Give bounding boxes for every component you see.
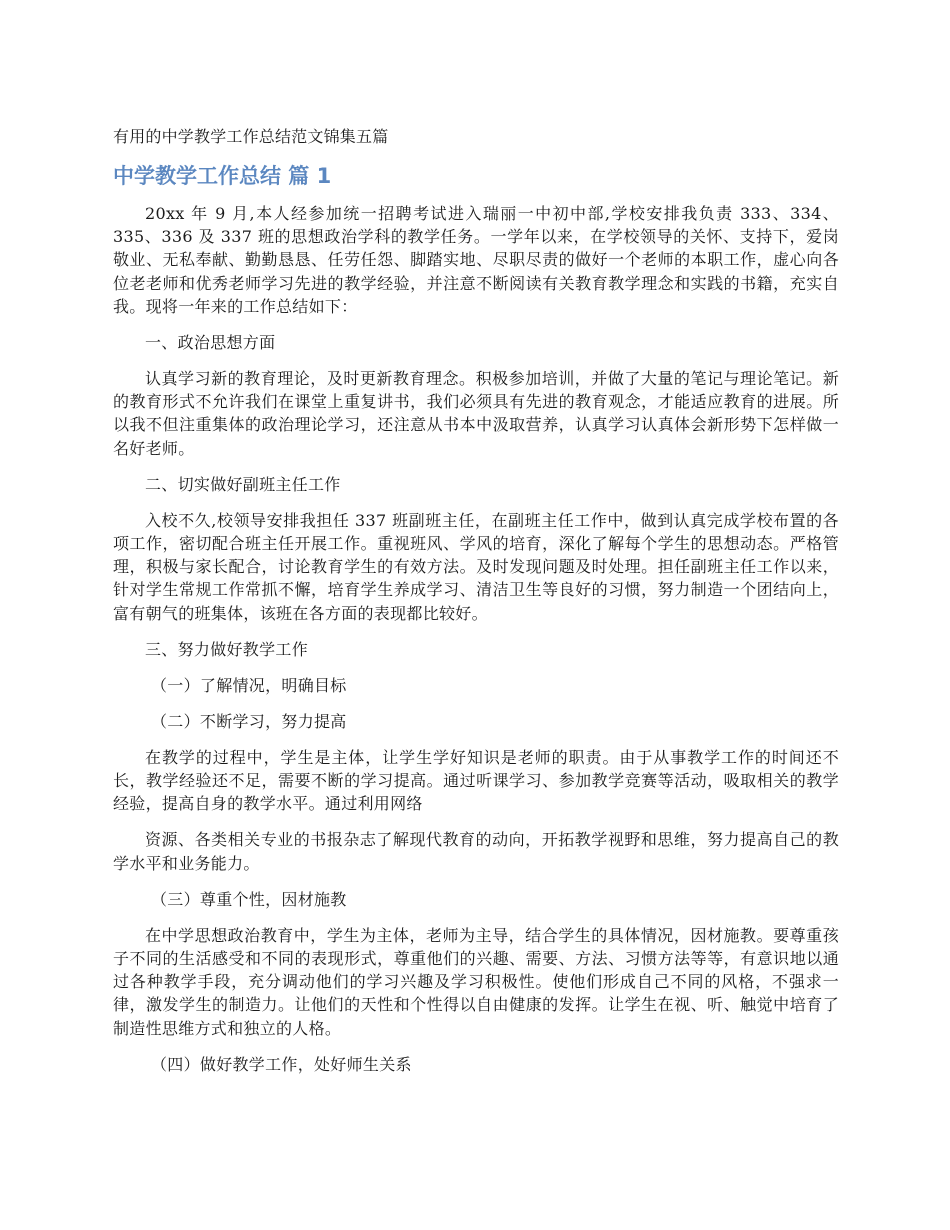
document-title: 有用的中学教学工作总结范文锦集五篇 — [113, 127, 389, 146]
document-page — [113, 126, 839, 1089]
subheading-individuality: （三）尊重个性，因材施教 — [151, 889, 347, 909]
subheading-class-teacher: 二、切实做好副班主任工作 — [145, 474, 341, 494]
subheading-teaching: 三、努力做好教学工作 — [145, 639, 309, 659]
paragraph-individuality: 在中学思想政治教育中，学生为主体，老师为主导，结合学生的具体情况，因材施教。要尊重孩子不同的生活感受和不同的表现形式，尊重他们的兴趣、需要、方法、习惯方法等等，有意识地以通过各种教学手段，充分调动他们的学习兴趣及学习积极性。使他们形成自己不同的风格，不强求一律，激发学生的制造力。让他们的天性和个性得以自由健康的发挥。让学生在视、听、触觉中培育了制造性思维方式和独立的人格。 — [113, 925, 839, 1038]
paragraph-intro: 20xx 年 9 月,本人经参加统一招聘考试进入瑞丽一中初中部,学校安排我负责 333、334、335、336 及 337 班的思想政治学科的教学任务。一学年以来，在学校领导的关怀、支持下，爱岗敬业、无私奉献、勤勤恳恳、任劳任怨、脚踏实地、尽职尽责的做好一个老师的本职工作，虚心向各位老老师和优秀老师学习先进的教学经验，并注意不断阅读有关教育教学理念和实践的书籍，充实自我。现将一年来的工作总结如下： — [113, 204, 839, 316]
paragraph-political: 认真学习新的教育理论，及时更新教育理念。积极参加培训，并做了大量的笔记与理论笔记。新的教育形式不允许我们在课堂上重复讲书，我们必须具有先进的教育观念，才能适应教育的进展。所以我不但注重集体的政治理论学习，还注意从书本中汲取营养，认真学习认真体会新形势下怎样做一名好老师。 — [113, 369, 839, 458]
subheading-relationships: （四）做好教学工作，处好师生关系 — [151, 1054, 412, 1074]
paragraph-learning: 在教学的过程中，学生是主体，让学生学好知识是老师的职责。由于从事教学工作的时间还不长，教学经验还不足，需要不断的学习提高。通过听课学习、参加教学竞赛等活动，吸取相关的教学经验，提高自身的教学水平。通过利用网络 — [113, 747, 839, 814]
paragraph-resources: 资源、各类相关专业的书报杂志了解现代教育的动向，开拓教学视野和思维，努力提高自己的教学水平和业务能力。 — [113, 830, 839, 873]
subheading-learning: （二）不断学习，努力提高 — [151, 711, 347, 731]
paragraph-class-teacher: 入校不久,校领导安排我担任 337 班副班主任，在副班主任工作中，做到认真完成学校布置的各项工作，密切配合班主任开展工作。重视班风、学风的培育，深化了解每个学生的思想动态。严格管理，积极与家长配合，讨论教育学生的有效方法。及时发现问题及时处理。担任副班主任工作以来，针对学生常规工作常抓不懈，培育学生养成学习、清洁卫生等良好的习惯，努力制造一个团结向上，富有朝气的班集体，该班在各方面的表现都比较好。 — [113, 510, 839, 623]
subheading-understand: （一）了解情况，明确目标 — [151, 675, 347, 695]
section-heading: 中学教学工作总结 篇 1 — [113, 164, 332, 188]
subheading-political: 一、政治思想方面 — [145, 333, 276, 353]
